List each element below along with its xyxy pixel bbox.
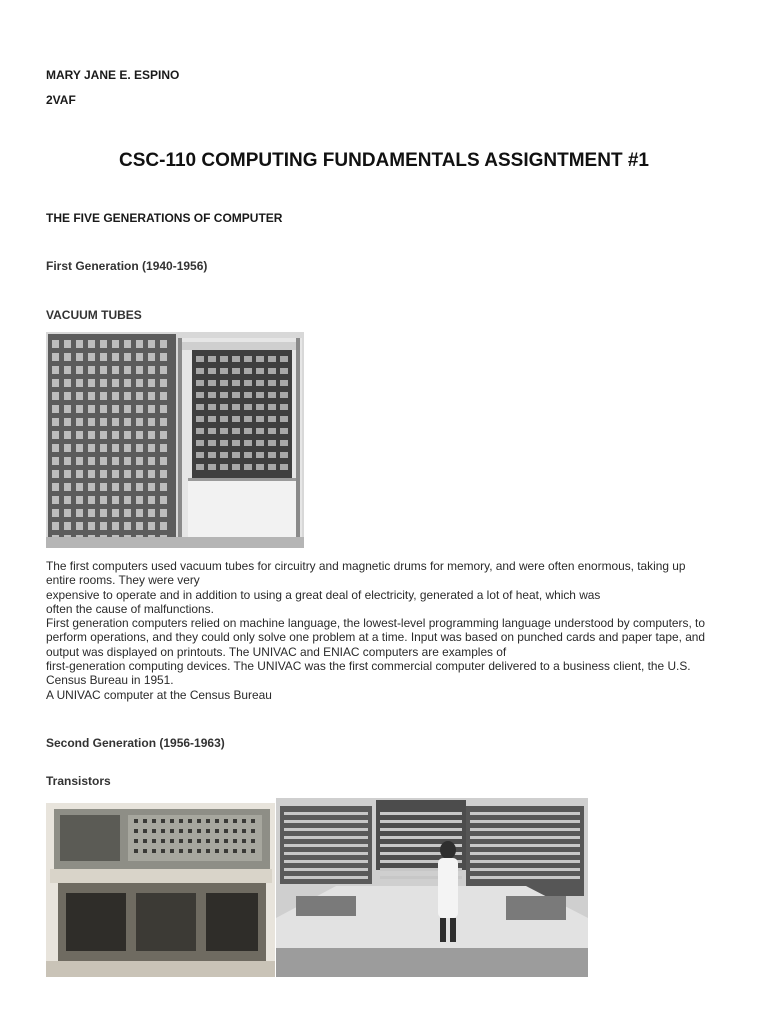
paragraph-line: perform operations, and they could only solve one problem at a time. Input was based on punched cards and paper tape, and xyxy=(46,630,706,645)
student-section: 2VAF xyxy=(46,93,76,107)
paragraph-line: Census Bureau in 1951. xyxy=(46,673,174,688)
paragraph-line: The first computers used vacuum tubes for circuitry and magnetic drums for memory, and were often enormous, taking up xyxy=(46,559,686,573)
vacuum-tubes-heading: VACUUM TUBES xyxy=(46,308,142,322)
paragraph-line: often the cause of malfunctions. xyxy=(46,601,214,616)
document-title: CSC-110 COMPUTING FUNDAMENTALS ASSIGNTMENT #1 xyxy=(119,150,649,171)
vacuum-tube-computer-photo xyxy=(46,332,304,548)
document-subtitle: THE FIVE GENERATIONS OF COMPUTER xyxy=(46,211,283,225)
transistor-console-photo xyxy=(46,803,275,977)
first-generation-heading: First Generation (1940-1956) xyxy=(46,259,208,273)
first-generation-paragraph xyxy=(46,559,726,702)
student-name: MARY JANE E. ESPINO xyxy=(46,68,180,82)
transistors-heading: Transistors xyxy=(46,774,111,788)
paragraph-line: First generation computers relied on machine language, the lowest-level programming language understood by computers, to xyxy=(46,616,705,631)
paragraph-line: A UNIVAC computer at the Census Bureau xyxy=(46,687,272,702)
paragraph-line: first-generation computing devices. The UNIVAC was the first commercial computer delivered to a business client, the U.S. xyxy=(46,659,691,674)
paragraph-line: entire rooms. They were very xyxy=(46,573,200,588)
paragraph-line: expensive to operate and in addition to using a great deal of electricity, generated a lot of heat, which was xyxy=(46,587,601,602)
transistor-control-room-photo xyxy=(276,798,588,977)
second-generation-heading: Second Generation (1956-1963) xyxy=(46,736,225,750)
paragraph-line: output was displayed on printouts. The UNIVAC and ENIAC computers are examples of xyxy=(46,644,507,659)
